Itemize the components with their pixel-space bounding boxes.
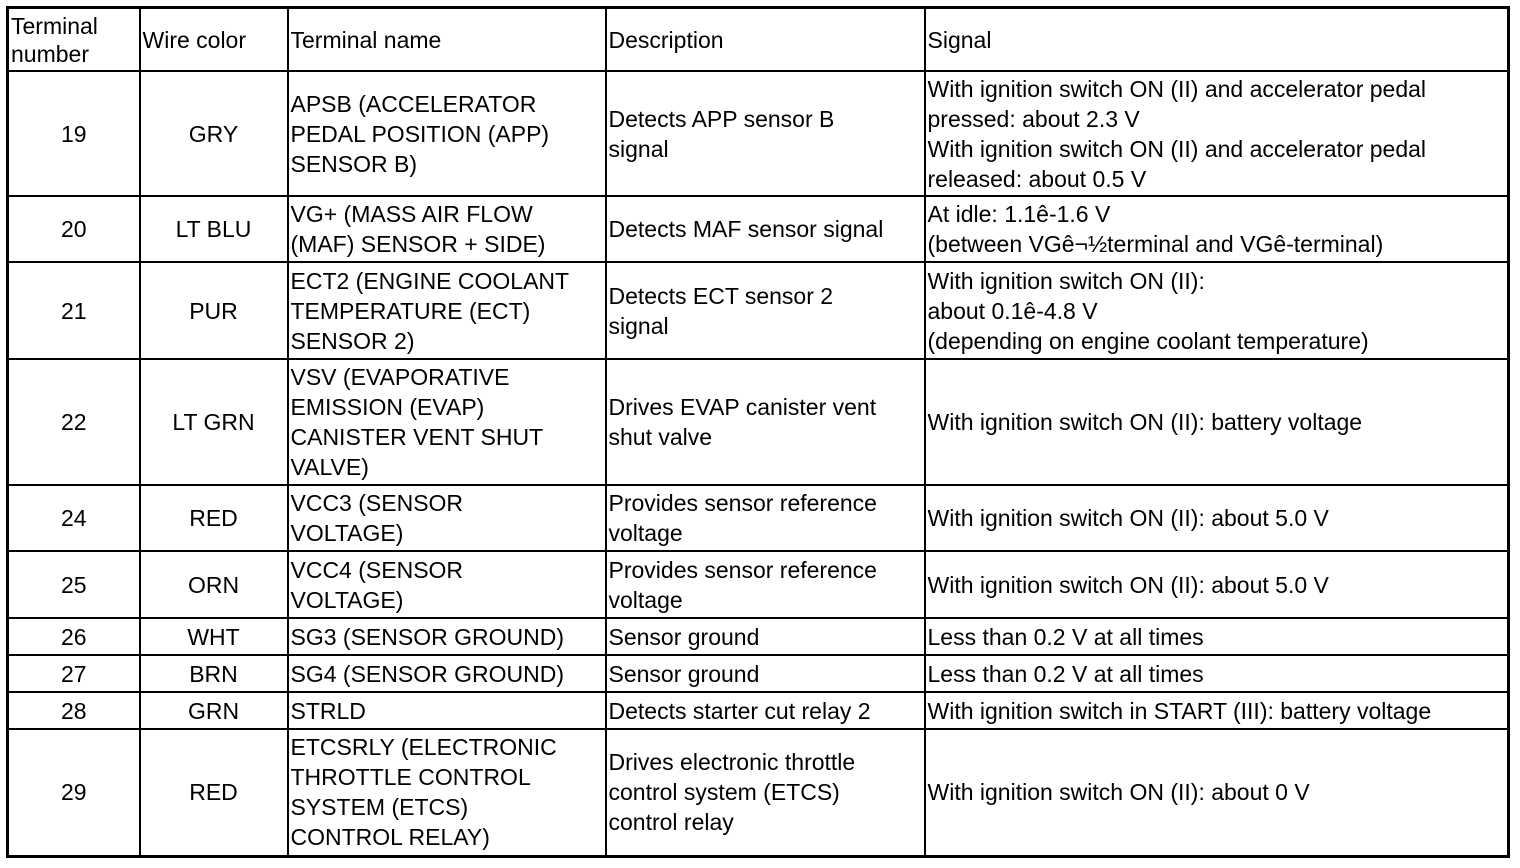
table-row <box>8 655 1509 692</box>
terminal-number-cell: 28 <box>8 692 140 729</box>
description-line: Provides sensor reference <box>608 556 877 583</box>
table-body <box>8 71 1509 856</box>
description-cell <box>606 692 925 729</box>
description-cell <box>606 729 925 856</box>
terminal-name-cell <box>288 655 606 692</box>
header-signal: Signal <box>925 8 1509 72</box>
terminal-number-cell: 20 <box>8 196 140 262</box>
terminal-name-cell <box>288 618 606 655</box>
terminal-number-cell: 26 <box>8 618 140 655</box>
terminal-name-line: VALVE) <box>290 454 369 480</box>
signal-cell <box>925 485 1509 551</box>
header-terminal-name: Terminal name <box>288 8 606 72</box>
header-terminal-number-line: number <box>11 40 89 67</box>
signal-line: pressed: about 2.3 V <box>927 105 1140 132</box>
terminal-name-line: VCC3 (SENSOR <box>290 490 464 516</box>
signal-line: With ignition switch in START (III): battery voltage <box>927 697 1432 724</box>
description-line: control relay <box>608 809 734 836</box>
terminal-name-line: ECT2 (ENGINE COOLANT <box>290 267 570 294</box>
signal-cell <box>925 359 1509 485</box>
description-line: Detects APP sensor B <box>608 105 835 132</box>
terminal-name-cell <box>288 729 606 856</box>
signal-cell <box>925 692 1509 729</box>
wire-color-cell: PUR <box>140 262 288 359</box>
terminal-name-line: TEMPERATURE (ECT) <box>290 297 531 324</box>
terminal-name-line: CANISTER VENT SHUT <box>290 424 544 450</box>
terminal-name-line: SYSTEM (ETCS) <box>290 794 469 821</box>
terminal-name-line: SENSOR 2) <box>290 327 415 354</box>
description-line: Sensor ground <box>608 660 760 687</box>
terminal-name-line: SG3 (SENSOR GROUND) <box>290 623 564 650</box>
description-cell <box>606 551 925 618</box>
description-line: Detects ECT sensor 2 <box>608 282 834 309</box>
wire-color-cell: RED <box>140 485 288 551</box>
terminal-table <box>6 6 1510 858</box>
terminal-name-line: APSB (ACCELERATOR <box>290 90 537 117</box>
terminal-name-line: EMISSION (EVAP) <box>290 394 485 420</box>
table-row <box>8 692 1509 729</box>
terminal-number-cell: 29 <box>8 729 140 856</box>
signal-line: With ignition switch ON (II) and accelerator pedal <box>927 75 1427 102</box>
description-cell <box>606 618 925 655</box>
terminal-name-cell <box>288 262 606 359</box>
signal-line: With ignition switch ON (II) and accelerator pedal <box>927 135 1427 162</box>
header-terminal-number-line: Terminal <box>11 12 98 39</box>
terminal-name-cell <box>288 196 606 262</box>
description-line: Detects MAF sensor signal <box>608 216 884 242</box>
description-cell <box>606 196 925 262</box>
signal-line: With ignition switch ON (II): <box>927 267 1205 294</box>
terminal-number-cell: 22 <box>8 359 140 485</box>
header-description: Description <box>606 8 925 72</box>
table-row <box>8 196 1509 262</box>
signal-line: With ignition switch ON (II): about 5.0 V <box>927 505 1329 531</box>
signal-line: With ignition switch ON (II): about 0 V <box>927 779 1310 806</box>
table-row <box>8 262 1509 359</box>
wire-color-cell: GRN <box>140 692 288 729</box>
signal-line: about 0.1ê-4.8 V <box>927 297 1098 324</box>
description-line: signal <box>608 135 669 162</box>
wire-color-cell: ORN <box>140 551 288 618</box>
signal-cell <box>925 262 1509 359</box>
signal-line: With ignition switch ON (II): about 5.0 V <box>927 571 1329 598</box>
signal-cell <box>925 729 1509 856</box>
table-row <box>8 618 1509 655</box>
wire-color-cell: LT BLU <box>140 196 288 262</box>
terminal-name-line: PEDAL POSITION (APP) <box>290 120 550 147</box>
signal-cell <box>925 655 1509 692</box>
terminal-name-cell <box>288 71 606 196</box>
terminal-name-cell <box>288 359 606 485</box>
signal-cell <box>925 71 1509 196</box>
terminal-name-line: SENSOR B) <box>290 150 418 177</box>
description-line: shut valve <box>608 424 713 450</box>
wire-color-cell: LT GRN <box>140 359 288 485</box>
signal-cell <box>925 551 1509 618</box>
table-row <box>8 551 1509 618</box>
terminal-number-cell: 25 <box>8 551 140 618</box>
terminal-name-cell <box>288 485 606 551</box>
terminal-name-cell <box>288 551 606 618</box>
terminal-name-line: ETCSRLY (ELECTRONIC <box>290 734 557 761</box>
signal-line: (between VGê¬½terminal and VGê-terminal) <box>927 231 1384 257</box>
description-cell <box>606 262 925 359</box>
description-line: voltage <box>608 586 683 613</box>
description-line: Sensor ground <box>608 623 760 650</box>
table-row <box>8 71 1509 196</box>
signal-line: (depending on engine coolant temperature) <box>927 327 1369 354</box>
terminal-number-cell: 19 <box>8 71 140 196</box>
signal-line: With ignition switch ON (II): battery voltage <box>927 409 1363 435</box>
wire-color-cell: BRN <box>140 655 288 692</box>
terminal-name-cell <box>288 692 606 729</box>
signal-line: released: about 0.5 V <box>927 165 1147 192</box>
description-line: control system (ETCS) <box>608 779 840 806</box>
description-line: Detects starter cut relay 2 <box>608 697 871 724</box>
description-cell <box>606 71 925 196</box>
signal-line: Less than 0.2 V at all times <box>927 623 1204 650</box>
description-line: Drives EVAP canister vent <box>608 394 877 420</box>
terminal-name-line: STRLD <box>290 697 366 724</box>
description-line: signal <box>608 312 669 339</box>
description-line: voltage <box>608 520 683 546</box>
table-row <box>8 359 1509 485</box>
header-terminal-number <box>8 8 140 72</box>
table-row <box>8 729 1509 856</box>
signal-line: At idle: 1.1ê-1.6 V <box>927 201 1111 227</box>
table-row <box>8 485 1509 551</box>
terminal-number-cell: 24 <box>8 485 140 551</box>
description-cell <box>606 655 925 692</box>
wire-color-cell: WHT <box>140 618 288 655</box>
header-wire-color: Wire color <box>140 8 288 72</box>
terminal-name-line: VOLTAGE) <box>290 586 404 613</box>
description-line: Drives electronic throttle <box>608 749 856 776</box>
terminal-name-line: VSV (EVAPORATIVE <box>290 364 510 390</box>
terminal-name-line: VOLTAGE) <box>290 520 404 546</box>
terminal-name-line: CONTROL RELAY) <box>290 824 490 851</box>
header-row <box>8 8 1509 72</box>
terminal-number-cell: 27 <box>8 655 140 692</box>
terminal-name-line: (MAF) SENSOR + SIDE) <box>290 231 546 257</box>
terminal-name-line: VG+ (MASS AIR FLOW <box>290 201 533 227</box>
wire-color-cell: RED <box>140 729 288 856</box>
signal-cell <box>925 196 1509 262</box>
terminal-number-cell: 21 <box>8 262 140 359</box>
terminal-name-line: SG4 (SENSOR GROUND) <box>290 660 564 687</box>
description-line: Provides sensor reference <box>608 490 877 516</box>
terminal-name-line: VCC4 (SENSOR <box>290 556 464 583</box>
signal-cell <box>925 618 1509 655</box>
description-cell <box>606 485 925 551</box>
signal-line: Less than 0.2 V at all times <box>927 660 1204 687</box>
wire-color-cell: GRY <box>140 71 288 196</box>
terminal-name-line: THROTTLE CONTROL <box>290 764 531 791</box>
description-cell <box>606 359 925 485</box>
